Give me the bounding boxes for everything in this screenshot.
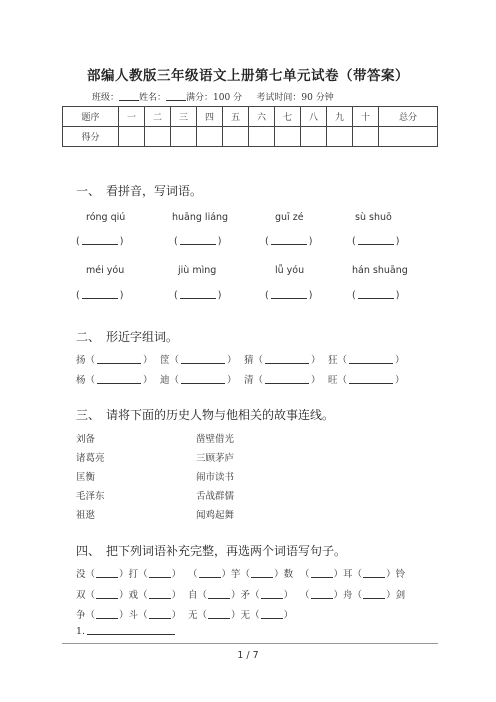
pinyin-item: huāng liáng [172,212,229,223]
idiom-fill[interactable]: （ ）舟（ ）剑 [300,590,406,601]
match-person[interactable]: 诸葛亮 [76,453,105,464]
score-table-header-row [63,107,438,127]
score-header-cell: 九 [327,107,353,127]
score-cell[interactable] [145,127,171,147]
answer-paren[interactable]: ( ) [76,290,124,301]
score-header-cell: 六 [249,107,275,127]
answer-paren[interactable]: ( ) [352,236,400,247]
section-number: 二、 [76,330,101,344]
match-story[interactable]: 三顾茅庐 [196,453,235,464]
score-cell[interactable] [197,127,223,147]
pinyin-item: lǚ yóu [275,265,305,276]
idiom-fill[interactable]: 自（ ）矛（ ） [188,590,294,601]
score-cell[interactable] [119,127,145,147]
match-person[interactable]: 祖逖 [76,510,96,521]
class-label: 班级： [92,93,120,103]
score-header-cell: 四 [197,107,223,127]
word-group-item[interactable]: 猜（ ） [244,355,321,366]
page-title: 部编人教版三年级语文上册第七单元试卷（带答案） [87,68,409,84]
section-heading [76,542,346,559]
score-cell[interactable] [353,127,379,147]
sentence-answer-line[interactable]: 1. [76,626,175,637]
match-story[interactable]: 凿壁借光 [196,434,235,445]
score-cell[interactable] [379,127,438,147]
pinyin-item: jiù mìng [178,265,217,276]
score-cell[interactable] [275,127,301,147]
score-cell[interactable] [249,127,275,147]
section-text: 把下列词语补充完整，再选两个词语写句子。 [106,544,347,558]
match-person[interactable]: 匡衡 [76,472,96,483]
match-story[interactable]: 舌战群儒 [196,491,235,502]
full-score: 满分：100 分 [186,93,243,103]
pinyin-item: guī zé [275,212,304,223]
match-person[interactable]: 毛泽东 [76,491,105,502]
section-number: 四、 [76,544,101,558]
score-row-label: 得分 [63,127,119,147]
pinyin-item: róng qiú [86,212,126,223]
score-cell[interactable] [301,127,327,147]
idiom-fill[interactable]: 无（ ）无（ ） [188,610,294,621]
answer-paren[interactable]: ( ) [265,290,313,301]
score-cell[interactable] [171,127,197,147]
score-cell[interactable] [223,127,249,147]
section-number: 一、 [76,184,101,198]
match-person[interactable]: 刘备 [76,434,96,445]
score-header-cell: 题序 [63,107,119,127]
score-cell[interactable] [327,127,353,147]
idiom-fill[interactable]: （ ）竽（ ）数 [188,569,294,580]
section-text: 形近字组词。 [106,330,179,344]
name-blank[interactable] [166,92,186,101]
score-header-cell: 二 [145,107,171,127]
score-header-cell: 一 [119,107,145,127]
match-story[interactable]: 闻鸡起舞 [196,510,235,521]
answer-paren[interactable]: ( ) [174,290,222,301]
score-header-cell: 八 [301,107,327,127]
footer-divider [62,643,438,644]
section-text: 请将下面的历史人物与他相关的故事连线。 [106,408,335,422]
score-table-score-row [63,127,438,147]
answer-paren[interactable]: ( ) [265,236,313,247]
class-blank[interactable] [119,92,139,101]
word-group-item[interactable]: 旺（ ） [328,375,405,386]
word-group-item[interactable]: 筐（ ） [160,355,237,366]
score-header-cell: 十 [353,107,379,127]
word-group-item[interactable]: 狂（ ） [328,355,405,366]
word-group-item[interactable]: 清（ ） [244,375,321,386]
answer-paren[interactable]: ( ) [76,236,124,247]
name-label: 姓名： [139,93,167,103]
section-number: 三、 [76,408,101,422]
pinyin-item: hán shuāng [352,265,408,276]
section-text: 看拼音，写词语。 [106,184,203,198]
score-header-cell: 三 [171,107,197,127]
answer-paren[interactable]: ( ) [352,290,400,301]
pinyin-item: sù shuō [355,212,392,223]
word-group-item[interactable]: 迪（ ） [160,375,237,386]
section-heading [76,182,202,199]
score-header-cell: 总分 [379,107,438,127]
word-group-item[interactable]: 扬（ ） [76,355,153,366]
idiom-fill[interactable]: 争（ ）斗（ ） [76,610,182,621]
score-header-cell: 七 [275,107,301,127]
exam-time: 考试时间：90 分钟 [256,93,334,103]
match-story[interactable]: 闹市读书 [196,472,235,483]
score-table [62,106,438,147]
score-header-cell: 五 [223,107,249,127]
section-heading [76,328,178,345]
word-group-item[interactable]: 杨（ ） [76,375,153,386]
idiom-fill[interactable]: （ ）耳（ ）铃 [300,569,406,580]
page-number: 1 / 7 [237,650,259,661]
idiom-fill[interactable]: 没（ ）打（ ） [76,569,182,580]
idiom-fill[interactable]: 双（ ）戏（ ） [76,590,182,601]
answer-paren[interactable]: ( ) [174,236,222,247]
pinyin-item: méi yóu [86,265,125,276]
section-heading [76,406,334,423]
exam-info [92,90,334,103]
